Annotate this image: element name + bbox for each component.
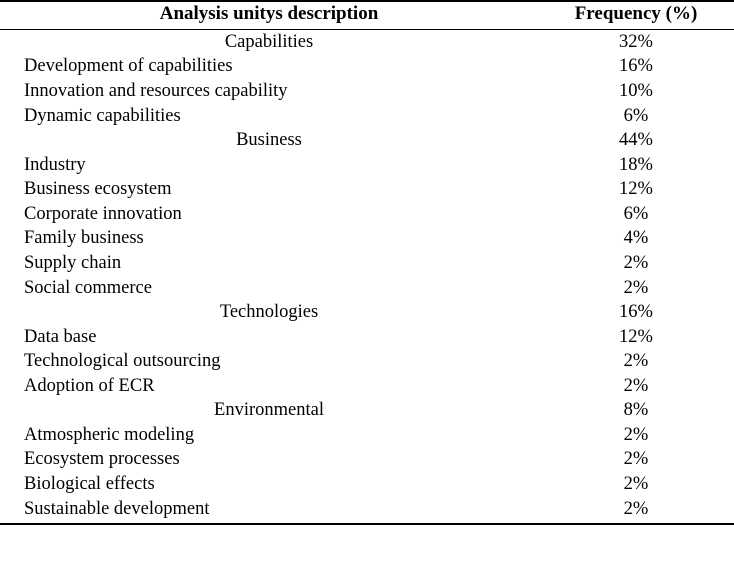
row-frequency: 12% — [619, 326, 653, 347]
table-row — [0, 423, 734, 448]
table-row — [0, 202, 734, 227]
row-label: Ecosystem processes — [24, 449, 180, 470]
column-header-frequency: Frequency (%) — [538, 1, 734, 29]
table-row — [0, 374, 734, 399]
row-label: Dynamic capabilities — [24, 105, 181, 126]
row-label: Sustainable development — [0, 497, 538, 525]
table-body — [0, 29, 734, 524]
row-frequency: 6% — [623, 203, 649, 224]
row-label: Business ecosystem — [24, 179, 172, 200]
row-frequency: 16% — [619, 56, 653, 77]
row-group-label: Capabilities — [224, 31, 314, 52]
table-row — [0, 300, 734, 325]
row-label: Adoption of ECR — [24, 375, 155, 396]
row-frequency: 2% — [623, 252, 649, 273]
table-row — [0, 349, 734, 374]
row-frequency: 16% — [619, 302, 653, 323]
row-frequency: 2% — [538, 497, 734, 525]
row-group-label: Technologies — [219, 302, 319, 323]
table-row — [0, 79, 734, 104]
table-row — [0, 29, 734, 54]
row-label: Atmospheric modeling — [24, 424, 195, 445]
row-label: Industry — [24, 154, 86, 175]
row-frequency: 6% — [623, 105, 649, 126]
row-frequency: 2% — [623, 449, 649, 470]
table-row — [0, 325, 734, 350]
row-label: Social commerce — [24, 277, 152, 298]
table-header — [0, 1, 734, 29]
table-row — [0, 226, 734, 251]
row-label: Technological outsourcing — [24, 351, 221, 372]
row-label: Corporate innovation — [24, 203, 182, 224]
table-row — [0, 177, 734, 202]
row-frequency: 10% — [619, 81, 653, 102]
table-row — [0, 276, 734, 301]
table-row — [0, 128, 734, 153]
row-frequency: 12% — [619, 179, 653, 200]
row-frequency: 8% — [623, 400, 649, 421]
row-frequency: 2% — [623, 375, 649, 396]
row-frequency: 2% — [623, 351, 649, 372]
table-header-row — [0, 1, 734, 29]
table-row — [0, 153, 734, 178]
table-row — [0, 251, 734, 276]
row-label: Development of capabilities — [24, 56, 233, 77]
row-group-label: Business — [236, 130, 302, 151]
table-row — [0, 398, 734, 423]
row-label: Supply chain — [24, 252, 122, 273]
row-label: Innovation and resources capability — [24, 81, 288, 102]
table-row — [0, 497, 734, 525]
row-frequency: 44% — [619, 130, 653, 151]
table-row — [0, 54, 734, 79]
row-label: Family business — [24, 228, 144, 249]
row-frequency: 18% — [619, 154, 653, 175]
row-frequency: 2% — [623, 277, 649, 298]
row-label: Data base — [24, 326, 97, 347]
row-label: Biological effects — [24, 474, 155, 495]
row-frequency: 4% — [623, 228, 649, 249]
row-frequency: 32% — [619, 31, 653, 52]
row-group-label: Environmental — [214, 400, 324, 421]
row-frequency: 2% — [623, 424, 649, 445]
table-row — [0, 472, 734, 497]
column-header-description: Analysis unitys description — [0, 1, 538, 29]
table-row — [0, 447, 734, 472]
table-row — [0, 104, 734, 129]
row-frequency: 2% — [623, 474, 649, 495]
